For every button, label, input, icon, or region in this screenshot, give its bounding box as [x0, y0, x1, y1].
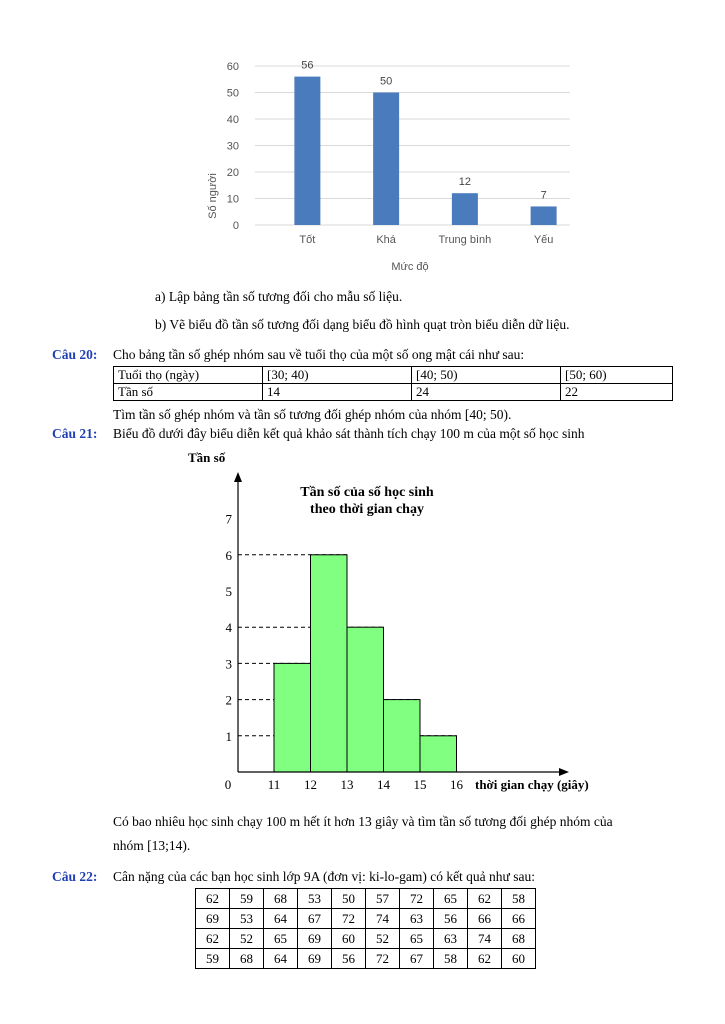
y-tick-label: 60	[226, 61, 239, 73]
lifespan-table	[113, 366, 673, 401]
x-tick-label: 14	[377, 777, 390, 792]
histogram-bar	[384, 700, 421, 772]
histogram-bar	[311, 555, 348, 772]
table-cell: 72	[400, 889, 434, 909]
table-row	[196, 889, 536, 909]
x-tick-label: Tốt	[299, 234, 316, 246]
table-cell: [50; 60)	[561, 367, 673, 384]
y-tick-label: 10	[226, 193, 239, 206]
table-cell: 68	[264, 889, 298, 909]
table-row	[196, 929, 536, 949]
x-tick-label: Yếu	[533, 234, 554, 246]
table-cell: 68	[230, 949, 264, 969]
table-cell: 63	[434, 929, 468, 949]
x-tick-label: Trung bình	[438, 234, 492, 246]
table-cell: 58	[502, 889, 536, 909]
y-tick-label: 40	[226, 114, 239, 126]
histogram-title-line1: Tần số của số học sinh	[300, 485, 434, 500]
q21-text: Biểu đồ dưới đây biểu diễn kết quả khảo sát thành tích chạy 100 m của một số học sinh	[113, 426, 585, 441]
bar-value-label: 7	[540, 189, 547, 202]
y-tick-label: 3	[225, 656, 232, 672]
histogram-bar	[420, 736, 457, 772]
table-cell: 53	[298, 889, 332, 909]
table-cell: 60	[332, 929, 366, 949]
table-cell: 53	[230, 909, 264, 929]
table-cell: 72	[332, 909, 366, 929]
y-tick-label: 6	[225, 547, 232, 563]
bar-value-label: 50	[380, 75, 393, 88]
weights-table	[195, 888, 536, 969]
y-tick-label: 20	[226, 167, 239, 179]
table-cell: 62	[196, 929, 230, 949]
bar-chart-ylabel: Số người	[207, 173, 219, 219]
table-cell: 64	[264, 949, 298, 969]
q21-label: Câu 21:	[52, 426, 98, 441]
table-cell: 52	[366, 929, 400, 949]
table-cell: 57	[366, 889, 400, 909]
table-cell: 74	[366, 909, 400, 929]
y-tick-label: 4	[225, 620, 232, 636]
y-tick-label: 0	[232, 220, 239, 232]
table-cell: 63	[400, 909, 434, 929]
table-cell: 66	[502, 909, 536, 929]
table-cell: 69	[298, 949, 332, 969]
table-cell: 62	[468, 949, 502, 969]
table-cell: 67	[298, 909, 332, 929]
histogram-origin: 0	[224, 777, 232, 792]
histogram-chart	[180, 450, 620, 800]
table-cell: 56	[434, 909, 468, 929]
table-cell: [40; 50)	[412, 367, 561, 384]
y-tick-label: 50	[226, 87, 239, 100]
table-cell: 50	[332, 889, 366, 909]
table-cell: 69	[298, 929, 332, 949]
bar-chart-xlabel: Mức độ	[391, 261, 429, 273]
table-cell: 65	[434, 889, 468, 909]
table-cell: [30; 40)	[263, 367, 412, 384]
table-cell: 59	[230, 889, 264, 909]
table-cell: 67	[400, 949, 434, 969]
bar-value-label: 12	[458, 176, 471, 189]
table-cell: 22	[561, 384, 673, 401]
histogram-ylabel: Tần số	[188, 450, 226, 465]
histogram-bar	[274, 663, 311, 772]
item-b: b) Vẽ biểu đồ tần số tương đối dạng biểu đồ hình quạt tròn biểu diễn dữ liệu.	[155, 317, 570, 332]
table-cell: 24	[412, 384, 561, 401]
table-cell: 66	[468, 909, 502, 929]
y-tick-label: 1	[225, 728, 232, 744]
bar-value-label: 56	[301, 59, 314, 72]
histogram-bar	[347, 627, 384, 772]
q22-text: Cân nặng của các bạn học sinh lớp 9A (đơn vị: ki-lo-gam) có kết quả như sau:	[113, 869, 535, 884]
q20-text: Cho bảng tần số ghép nhóm sau về tuổi thọ của một số ong mật cái như sau:	[113, 347, 525, 362]
x-tick-label: Khá	[376, 234, 396, 246]
bar-chart	[195, 50, 575, 280]
table-cell: 56	[332, 949, 366, 969]
x-tick-label: 11	[267, 777, 281, 792]
table-cell: 62	[196, 889, 230, 909]
table-row	[196, 949, 536, 969]
table-cell: 64	[264, 909, 298, 929]
y-tick-label: 30	[226, 140, 239, 153]
histogram-xlabel: thời gian chạy (giây)	[475, 777, 589, 792]
bar	[452, 193, 478, 225]
q20-after: Tìm tần số ghép nhóm và tần số tương đối ghép nhóm của nhóm [40; 50).	[113, 407, 512, 422]
table-cell: Tuổi thọ (ngày)	[114, 367, 263, 384]
y-tick-label: 5	[225, 584, 232, 599]
table-row	[114, 367, 673, 384]
table-cell: 52	[230, 929, 264, 949]
table-cell: 74	[468, 929, 502, 949]
y-tick-label: 2	[225, 692, 232, 708]
q20-label: Câu 20:	[52, 347, 98, 362]
table-cell: 14	[263, 384, 412, 401]
table-cell: 58	[434, 949, 468, 969]
table-cell: 65	[264, 929, 298, 949]
table-cell: 60	[502, 949, 536, 969]
q21-after-line2: nhóm [13;14).	[113, 838, 191, 853]
x-tick-label: 12	[304, 777, 317, 792]
table-cell: 72	[366, 949, 400, 969]
table-cell: Tần số	[114, 384, 263, 401]
y-tick-label: 7	[225, 511, 232, 527]
table-cell: 65	[400, 929, 434, 949]
x-tick-label: 13	[340, 777, 354, 792]
item-a: a) Lập bảng tần số tương đối cho mẫu số liệu.	[155, 289, 403, 304]
x-tick-label: 16	[450, 777, 463, 792]
table-cell: 59	[196, 949, 230, 969]
table-cell: 69	[196, 909, 230, 929]
bar	[373, 93, 399, 226]
table-row	[196, 909, 536, 929]
q21-after-line1: Có bao nhiêu học sinh chạy 100 m hết ít hơn 13 giây và tìm tần số tương đối ghép nhóm của	[113, 814, 613, 829]
histogram-title-line2: theo thời gian chạy	[310, 502, 424, 517]
table-cell: 68	[502, 929, 536, 949]
table-cell: 62	[468, 889, 502, 909]
table-row	[114, 384, 673, 401]
q22-label: Câu 22:	[52, 869, 98, 884]
x-tick-label: 15	[413, 777, 427, 792]
bar	[294, 77, 320, 225]
bar	[531, 206, 557, 225]
